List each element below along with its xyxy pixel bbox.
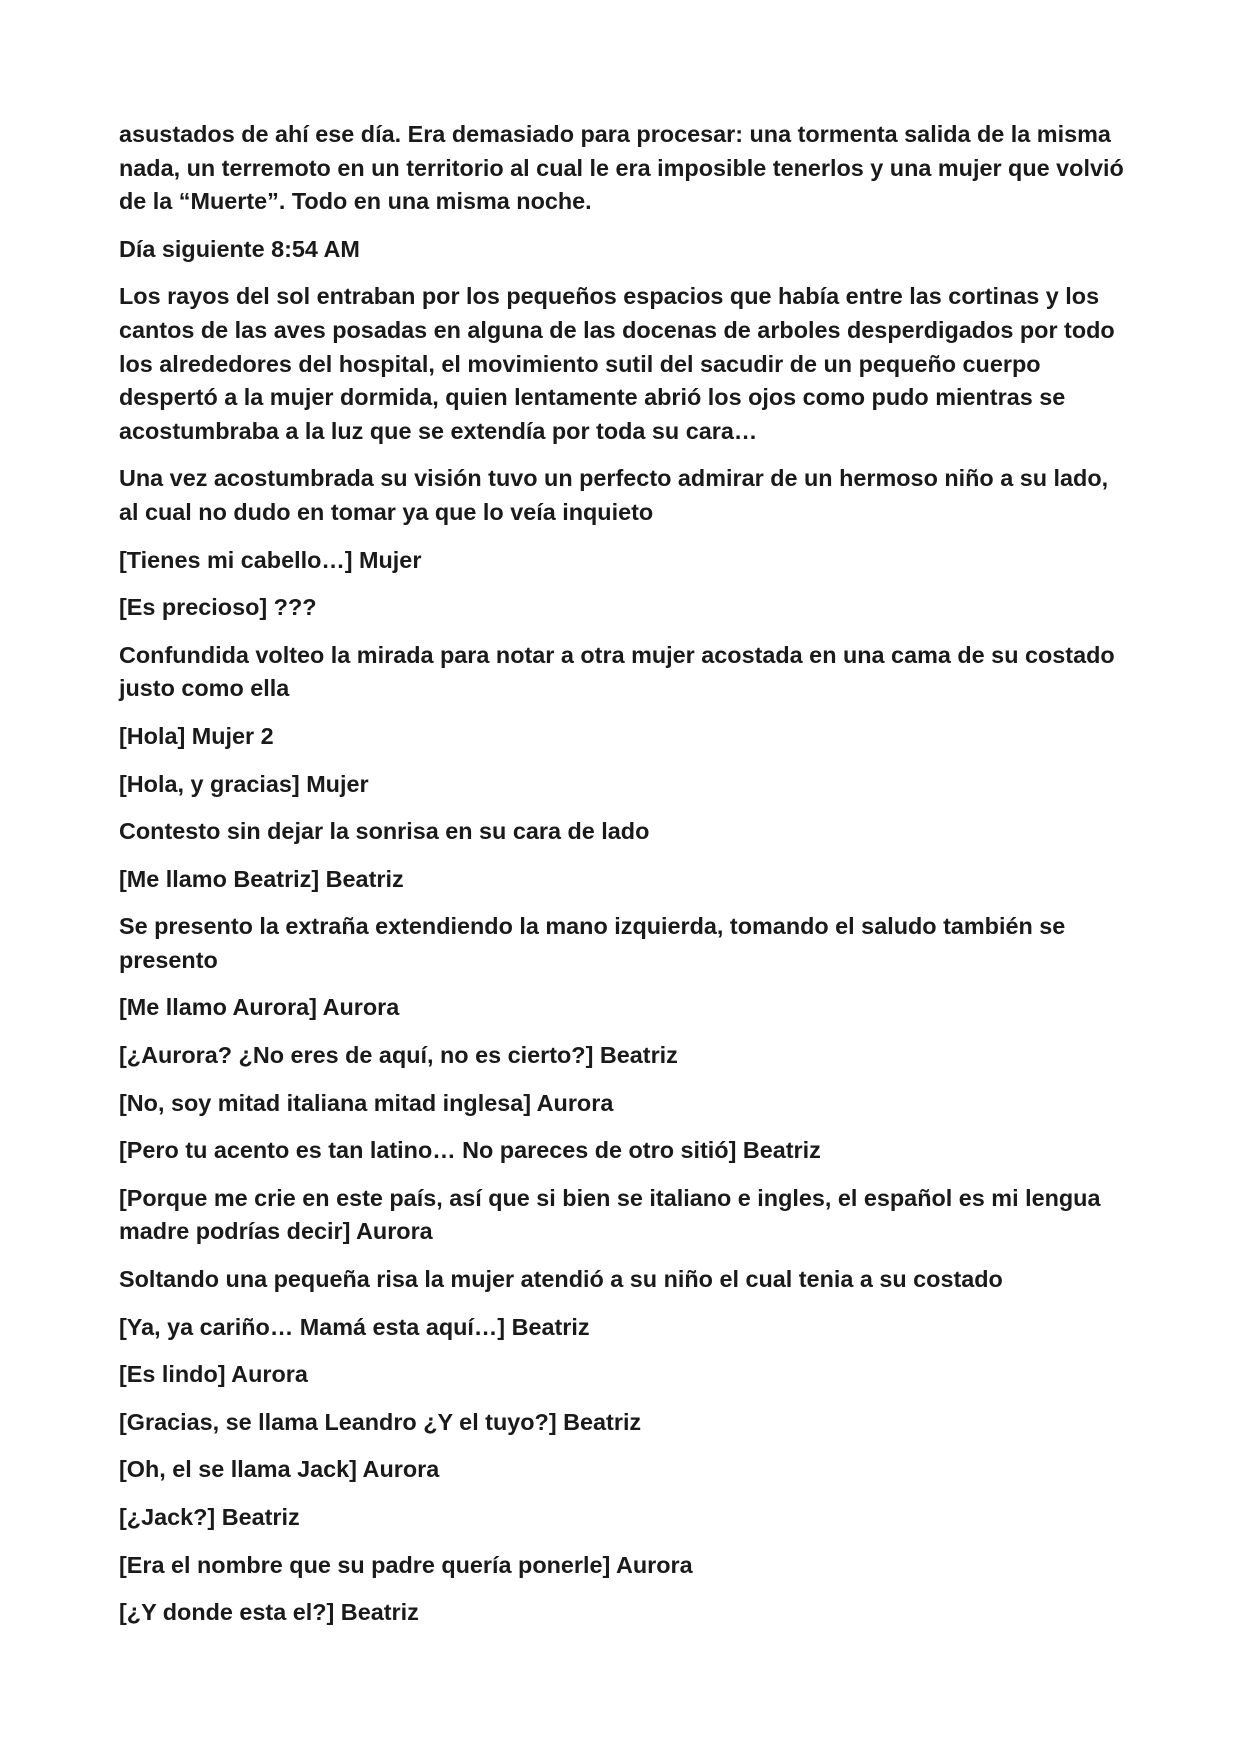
paragraph-dialogue: [Pero tu acento es tan latino… No pareces de otro sitió] Beatriz — [119, 1137, 821, 1164]
paragraph-dialogue: [¿Y donde esta el?] Beatriz — [119, 1599, 419, 1626]
paragraph-dialogue: [Porque me crie en este país, así que si bien se italiano e ingles, el español es mi lengua madre podrías decir] Aurora — [119, 1184, 1101, 1245]
paragraph-dialogue: [¿Aurora? ¿No eres de aquí, no es cierto?] Beatriz — [119, 1042, 678, 1069]
paragraph-dialogue: [Oh, el se llama Jack] Aurora — [119, 1456, 440, 1483]
paragraph-scene-summary: asustados de ahí ese día. Era demasiado para procesar: una tormenta salida de la misma nada, un terremoto en un territorio al cual le era imposible tenerlos y una mujer que volvió de la “Muerte”. Todo en una misma noche. — [119, 121, 1124, 215]
paragraph-dialogue: [Ya, ya cariño… Mamá esta aquí…] Beatriz — [119, 1313, 590, 1340]
paragraph-dialogue: [Me llamo Beatriz] Beatriz — [119, 865, 404, 892]
paragraph-dialogue: [Hola] Mujer 2 — [119, 722, 274, 749]
paragraph-dialogue: [Me llamo Aurora] Aurora — [119, 994, 400, 1021]
paragraph-dialogue: [No, soy mitad italiana mitad inglesa] Aurora — [119, 1089, 614, 1116]
paragraph-time-heading: Día siguiente 8:54 AM — [119, 235, 360, 262]
paragraph-dialogue: [Hola, y gracias] Mujer — [119, 770, 369, 797]
paragraph-dialogue: [Es precioso] ??? — [119, 594, 317, 621]
paragraph-dialogue: [Tienes mi cabello…] Mujer — [119, 546, 422, 573]
paragraph-dialogue: [¿Jack?] Beatriz — [119, 1504, 300, 1530]
paragraph-narration: Una vez acostumbrada su visión tuvo un perfecto admirar de un hermoso niño a su lado, al cual no dudo en tomar ya que lo veía inquieto — [119, 465, 1109, 525]
paragraph-narration: Confundida volteo la mirada para notar a otra mujer acostada en una cama de su costado justo como ella — [119, 641, 1115, 702]
paragraph-narration: Soltando una pequeña risa la mujer atendió a su niño el cual tenia a su costado — [119, 1266, 1003, 1293]
paragraph-narration: Los rayos del sol entraban por los pequeños espacios que había entre las cortinas y los cantos de las aves posadas en alguna de las docenas de arboles desperdigados por todo los alrededores del hospital, el movimiento sutil del sacudir de un pequeño cuerpo despertó a la mujer dormida, quien lentamente abrió los ojos como pudo mientras se acostumbraba a la luz que se extendía por toda su cara… — [119, 283, 1115, 444]
paragraph-narration: Se presento la extraña extendiendo la mano izquierda, tomando el saludo también se presento — [119, 913, 1066, 973]
paragraph-dialogue: [Es lindo] Aurora — [119, 1361, 308, 1388]
paragraph-dialogue: [Era el nombre que su padre quería ponerle] Aurora — [119, 1551, 693, 1578]
document-body — [119, 118, 1129, 1644]
paragraph-narration: Contesto sin dejar la sonrisa en su cara de lado — [119, 818, 650, 845]
paragraph-dialogue: [Gracias, se llama Leandro ¿Y el tuyo?] Beatriz — [119, 1408, 642, 1435]
